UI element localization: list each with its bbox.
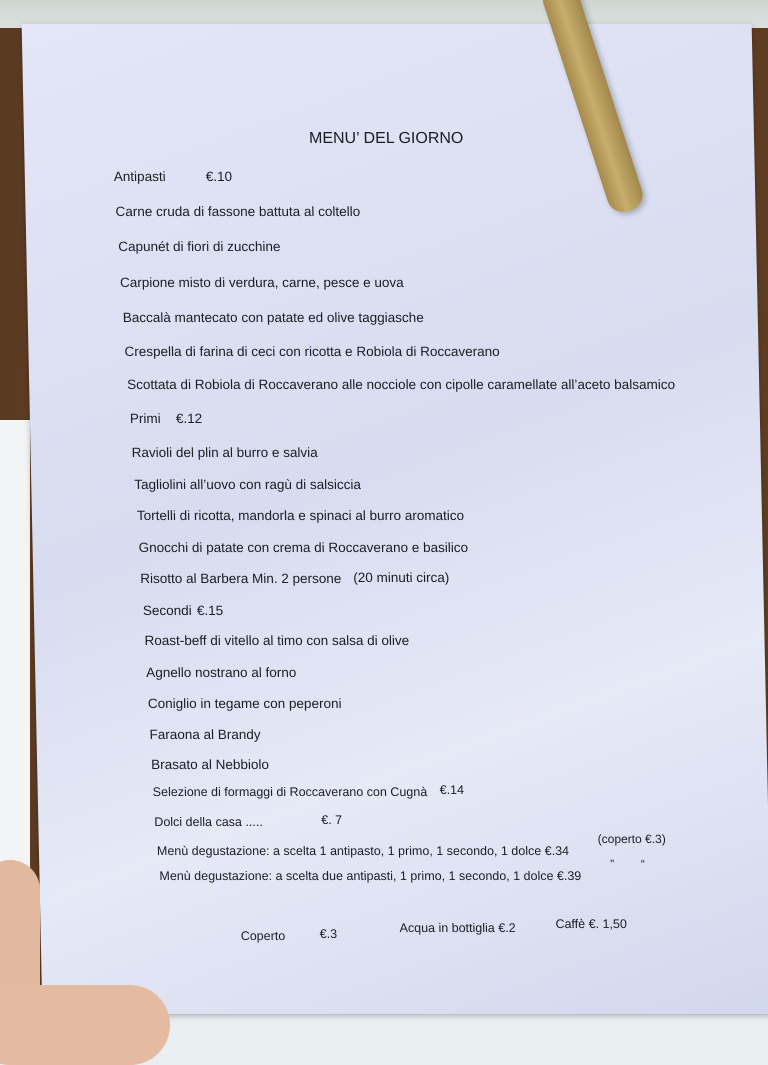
menu-item: Risotto al Barbera Min. 2 persone bbox=[140, 571, 342, 586]
formaggi-item: Selezione di formaggi di Roccaverano con Cugnà bbox=[152, 785, 428, 799]
menu-item: Capunét di fiori di zucchine bbox=[118, 239, 281, 254]
menu-item: Gnocchi di patate con crema di Roccaverano e basilico bbox=[138, 540, 469, 555]
formaggi-price: €.14 bbox=[439, 783, 465, 797]
dolci-price: €. 7 bbox=[321, 813, 343, 827]
menu-item: Carne cruda di fassone battuta al coltello bbox=[115, 204, 361, 219]
table-cloth bbox=[0, 420, 30, 900]
degustazione-1-note: (coperto €.3) bbox=[597, 832, 666, 846]
coperto-price: €.3 bbox=[319, 927, 338, 941]
menu-item: Scottata di Robiola di Roccaverano alle nocciole con cipolle caramellate all’aceto balsamico bbox=[127, 377, 676, 392]
thumb bbox=[0, 985, 170, 1065]
antipasti-price: €.10 bbox=[205, 169, 233, 184]
menu-item: Roast-beff di vitello al timo con salsa di olive bbox=[144, 633, 410, 648]
degustazione-1: Menù degustazione: a scelta 1 antipasto, 1 primo, 1 secondo, 1 dolce €.34 bbox=[156, 844, 570, 858]
menu-sheet bbox=[22, 24, 768, 1014]
menu-item: Faraona al Brandy bbox=[149, 727, 261, 742]
menu-item: Crespella di farina di ceci con ricotta e Robiola di Roccaverano bbox=[124, 344, 500, 359]
section-antipasti: Antipasti bbox=[113, 169, 166, 184]
menu-item: Ravioli del plin al burro e salvia bbox=[131, 445, 318, 460]
section-secondi: Secondi bbox=[142, 603, 192, 618]
degustazione-2: Menù degustazione: a scelta due antipasti, 1 primo, 1 secondo, 1 dolce €.39 bbox=[159, 869, 582, 883]
menu-item: Carpione misto di verdura, carne, pesce e uova bbox=[119, 275, 404, 290]
coperto-label: Coperto bbox=[240, 929, 286, 943]
menu-item: Agnello nostrano al forno bbox=[146, 665, 297, 680]
menu-item: Brasato al Nebbiolo bbox=[150, 757, 270, 772]
degustazione-2-note: ” “ bbox=[610, 857, 646, 871]
menu-item: Tortelli di ricotta, mandorla e spinaci al burro aromatico bbox=[136, 508, 465, 523]
section-primi: Primi bbox=[129, 411, 161, 426]
risotto-note: (20 minuti circa) bbox=[353, 570, 450, 585]
menu-item: Tagliolini all’uovo con ragù di salsiccia bbox=[134, 477, 362, 492]
secondi-price: €.15 bbox=[196, 603, 224, 618]
primi-price: €.12 bbox=[175, 411, 203, 426]
acqua-item: Acqua in bottiglia €.2 bbox=[399, 921, 516, 935]
caffe-item: Caffè €. 1,50 bbox=[555, 917, 627, 931]
menu-title: MENU’ DEL GIORNO bbox=[308, 130, 464, 147]
menu-item: Coniglio in tegame con peperoni bbox=[147, 696, 342, 711]
dolci-item: Dolci della casa ..... bbox=[154, 815, 263, 829]
menu-item: Baccalà mantecato con patate ed olive taggiasche bbox=[122, 310, 424, 325]
